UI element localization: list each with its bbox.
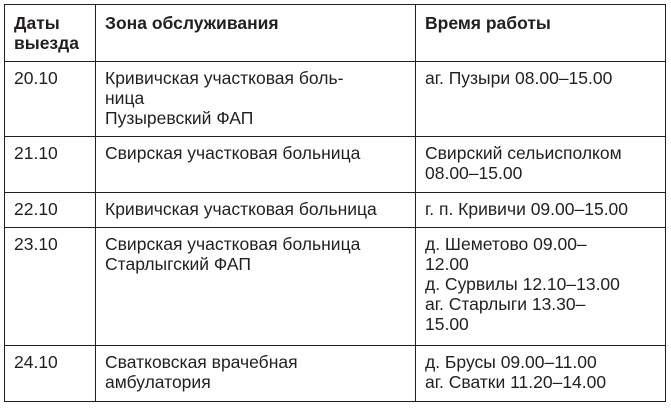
date-cell: 24.10 (5, 346, 96, 402)
zone-line: Кривичская участковая больница (105, 199, 377, 219)
zone-cell (96, 137, 416, 193)
zone-cell (96, 346, 416, 402)
table-row (5, 228, 666, 346)
time-cell (416, 228, 666, 346)
table-row (5, 62, 666, 137)
table-row (5, 346, 666, 402)
zone-cell (96, 193, 416, 228)
time-line: аг. Пузыри 08.00–15.00 (425, 68, 613, 88)
time-cell (416, 193, 666, 228)
time-line: г. п. Кривичи 09.00–15.00 (425, 199, 629, 219)
zone-line: Свирская участковая больница (105, 234, 361, 254)
time-line: д. Сурвилы 12.10–13.00 (425, 274, 620, 294)
zone-line: Кривичская участковая боль- (105, 68, 344, 88)
time-line: Свирский сельисполком (425, 143, 622, 163)
date-cell: 22.10 (5, 193, 96, 228)
header-zone: Зона обслуживания (96, 5, 416, 62)
zone-line: Сватковская врачебная (105, 352, 298, 372)
zone-line: Пузыревский ФАП (105, 108, 254, 128)
time-line: 12.00 (425, 254, 469, 274)
table-row (5, 137, 666, 193)
time-line: д. Шеметово 09.00– (425, 234, 587, 254)
header-date (5, 5, 96, 62)
time-line: аг. Сватки 11.20–14.00 (425, 372, 607, 392)
time-line: 15.00 (425, 314, 469, 334)
zone-line: амбулатория (105, 372, 211, 392)
header-time: Время работы (416, 5, 666, 62)
zone-cell (96, 62, 416, 137)
time-line: д. Брусы 09.00–11.00 (425, 352, 597, 372)
table-row (5, 193, 666, 228)
time-line: аг. Старлыги 13.30– (425, 294, 586, 314)
time-line: 08.00–15.00 (425, 163, 523, 183)
schedule-table (4, 4, 666, 402)
time-cell (416, 346, 666, 402)
header-date-line: выезда (14, 33, 79, 53)
header-row (5, 5, 666, 62)
zone-cell (96, 228, 416, 346)
time-cell (416, 62, 666, 137)
date-cell: 23.10 (5, 228, 96, 346)
time-cell (416, 137, 666, 193)
zone-line: Старлыгский ФАП (105, 254, 251, 274)
zone-line: Свирская участковая больница (105, 143, 361, 163)
date-cell: 21.10 (5, 137, 96, 193)
zone-line: ница (105, 88, 145, 108)
header-date-line: Даты (14, 13, 60, 33)
date-cell: 20.10 (5, 62, 96, 137)
